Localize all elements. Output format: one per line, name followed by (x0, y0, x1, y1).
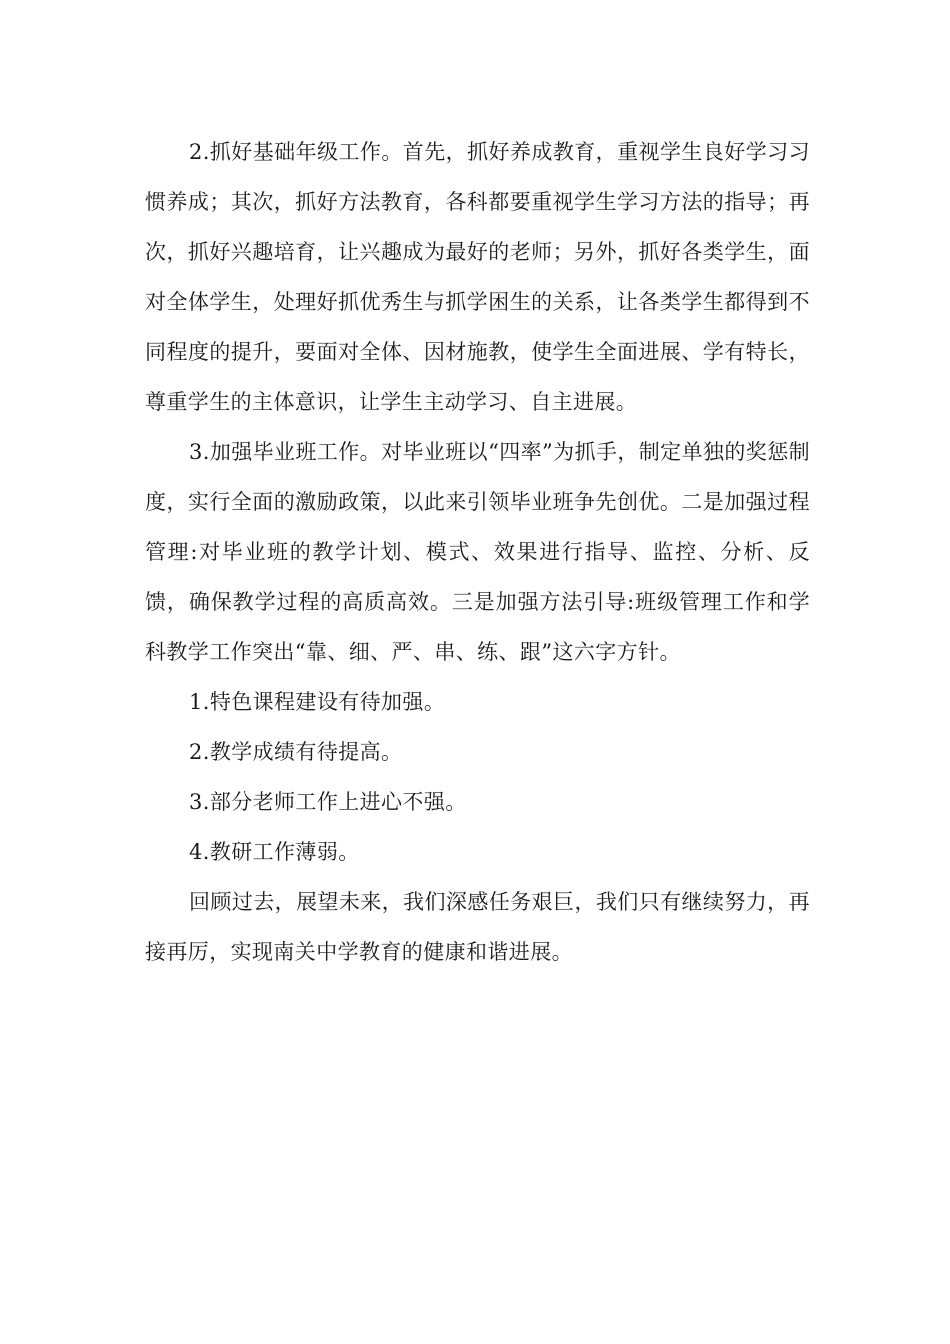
paragraph-issue-4: 4.教研工作薄弱。 (189, 840, 360, 864)
paragraph-basic-grade-work: 2.抓好基础年级工作。首先，抓好养成教育，重视学生良好学习习惯养成；其次，抓好方法教育，各科都要重视学生学习方法的指导；再次，抓好兴趣培育，让兴趣成为最好的老师；另外，抓好各类学生，面对全体学生，处理好抓优秀生与抓学困生的关系，让各类学生都得到不同程度的提升，要面对全体、因材施教，使学生全面进展、学有特长，尊重学生的主体意识，让学生主动学习、自主进展。 (145, 140, 810, 414)
paragraph-issue-3: 3.部分老师工作上进心不强。 (189, 790, 467, 814)
paragraph-issue-1: 1.特色课程建设有待加强。 (189, 690, 446, 714)
paragraph-issue-2: 2.教学成绩有待提高。 (189, 740, 403, 764)
paragraph-conclusion: 回顾过去，展望未来，我们深感任务艰巨，我们只有继续努力，再接再厉，实现南关中学教育的健康和谐进展。 (145, 890, 810, 964)
document-body (145, 127, 810, 977)
paragraph-graduating-class-work: 3.加强毕业班工作。对毕业班以“四率”为抓手，制定单独的奖惩制度，实行全面的激励政策，以此来引领毕业班争先创优。二是加强过程管理:对毕业班的教学计划、模式、效果进行指导、监控、分析、反馈，确保教学过程的高质高效。三是加强方法引导:班级管理工作和学科教学工作突出“靠、细、严、串、练、跟”这六字方针。 (145, 440, 810, 664)
